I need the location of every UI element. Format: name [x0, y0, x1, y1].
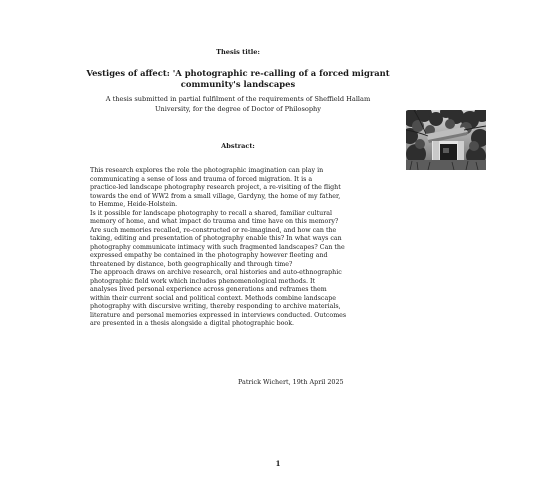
- abstract-line: taking, editing and presentation of photography enable this? In what ways can: [90, 235, 342, 242]
- abstract-line: practice-led landscape photography research project, a re-visiting of the flight: [90, 184, 341, 191]
- abstract-line: This research explores the role the photographic imagination can play in: [90, 167, 324, 174]
- abstract-line: Is it possible for landscape photography to recall a shared, familiar cultural: [90, 209, 332, 217]
- abstract-line: photographic field work which includes phenomenological methods. It: [90, 277, 316, 285]
- abstract-line: are presented in a thesis alongside a digital photographic book.: [90, 320, 295, 327]
- thesis-title-label: Thesis title:: [216, 48, 260, 56]
- abstract-line: literature and personal memories expressed in interviews conducted. Outcomes: [90, 311, 347, 319]
- abstract-line: Are such memories recalled, re-constructed or re-imagined, and how can the: [90, 226, 337, 234]
- thesis-subtitle-line-2: University, for the degree of Doctor of Philosophy: [154, 104, 322, 113]
- abstract-label: Abstract:: [221, 142, 255, 150]
- abstract-line: communicating a sense of loss and trauma of forced migration. It is a: [90, 175, 313, 183]
- thesis-title-line-2: community's landscapes: [180, 79, 296, 89]
- abstract-line: memory of home, and what impact do trauma and time have on this memory?: [90, 218, 339, 225]
- abstract-line: analyses lived personal experience across generations and reframes them: [90, 286, 327, 293]
- thesis-title-line-1: Vestiges of affect: 'A photographic re-calling of a forced migrant: [86, 68, 390, 78]
- page-number: 1: [275, 459, 281, 468]
- abstract-line: photography communicate intimacy with such fragmented landscapes? Can the: [90, 243, 345, 251]
- thesis-subtitle-line-1: A thesis submitted in partial fulfilment of the requirements of Sheffield Hallam: [105, 95, 371, 103]
- abstract-line: expressed empathy be contained in the photography however fleeting and: [90, 252, 328, 259]
- abstract-line: within their current social and political context. Methods combine landscape: [90, 294, 336, 302]
- abstract-line: The approach draws on archive research, oral histories and auto-ethnographic: [90, 269, 342, 276]
- abstract-line: to Hemme, Heide-Holstein.: [90, 201, 178, 208]
- abstract-body: [90, 167, 352, 329]
- landscape-photograph: [406, 110, 486, 170]
- abstract-line: towards the end of WW2 from a small village, Gardyny, the home of my father,: [90, 192, 341, 200]
- thesis-title: [78, 68, 398, 90]
- author-signature: Patrick Wichert, 19th April 2025: [238, 378, 344, 386]
- abstract-line: threatened by distance, both geographically and through time?: [90, 260, 293, 268]
- abstract-line: photography with discursive writing, thereby responding to archive materials,: [90, 303, 341, 310]
- thesis-subtitle: [88, 95, 388, 114]
